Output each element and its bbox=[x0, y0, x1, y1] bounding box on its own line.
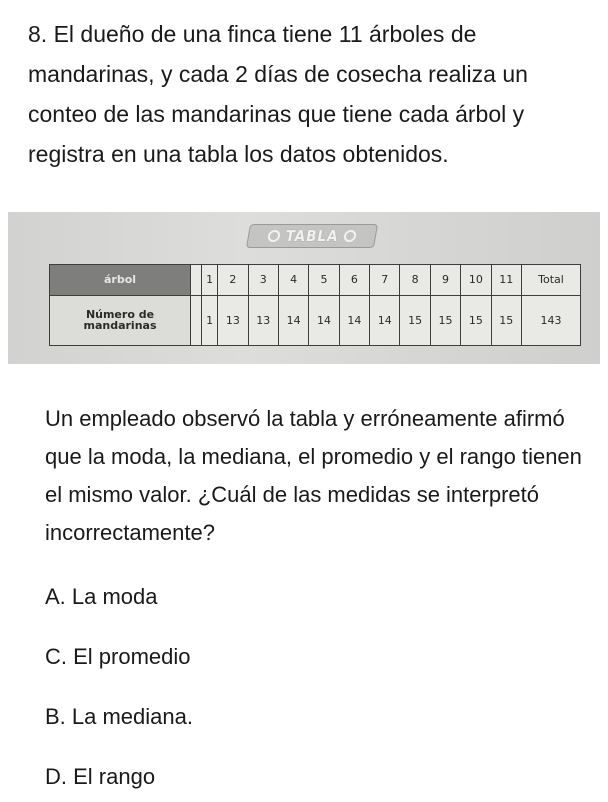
header-mandarin-count: Número de mandarinas bbox=[50, 295, 191, 345]
count-cell: 13 bbox=[218, 295, 248, 345]
option-a[interactable]: A. La moda bbox=[45, 584, 158, 609]
count-cell: 14 bbox=[339, 295, 369, 345]
option-d[interactable]: D. El rango bbox=[45, 764, 156, 789]
table-banner bbox=[246, 224, 378, 248]
table-gap-cell bbox=[191, 295, 202, 345]
tree-cell: 9 bbox=[430, 265, 460, 296]
circle-icon bbox=[343, 230, 357, 242]
count-cell: 14 bbox=[309, 295, 339, 345]
total-header: Total bbox=[522, 265, 581, 296]
problem-statement: 8. El dueño de una finca tiene 11 árboles de mandarinas, y cada 2 días de cosecha realiza un conteo de las mandarinas que tiene cada árbol y registra en una tabla los datos obtenidos. bbox=[28, 21, 528, 167]
tree-cell: 6 bbox=[339, 265, 369, 296]
mandarin-table bbox=[49, 264, 581, 346]
tree-cell: 10 bbox=[461, 265, 491, 296]
tree-cell: 1 bbox=[202, 265, 218, 296]
header-tree: árbol bbox=[50, 265, 191, 296]
tree-cell: 2 bbox=[218, 265, 248, 296]
table-row-trees bbox=[50, 265, 581, 296]
count-cell: 15 bbox=[430, 295, 460, 345]
option-c[interactable]: C. El promedio bbox=[45, 644, 191, 669]
count-cell: 14 bbox=[278, 295, 308, 345]
count-cell: 15 bbox=[491, 295, 521, 345]
tree-cell: 8 bbox=[400, 265, 430, 296]
total-value: 143 bbox=[522, 295, 581, 345]
tree-cell: 3 bbox=[248, 265, 278, 296]
tree-cell: 4 bbox=[278, 265, 308, 296]
question-text: Un empleado observó la tabla y erróneamente afirmó que la moda, la mediana, el promedio y el rango tienen el mismo valor. ¿Cuál de las medidas se interpretó incorrectamente? bbox=[45, 406, 582, 545]
tree-cell: 7 bbox=[370, 265, 400, 296]
circle-icon bbox=[267, 230, 281, 242]
count-cell: 14 bbox=[370, 295, 400, 345]
count-cell: 13 bbox=[248, 295, 278, 345]
table-gap-cell bbox=[191, 265, 202, 296]
option-b[interactable]: B. La mediana. bbox=[45, 704, 193, 729]
count-cell: 1 bbox=[202, 295, 218, 345]
table-row-counts bbox=[50, 295, 581, 345]
count-cell: 15 bbox=[461, 295, 491, 345]
tree-cell: 5 bbox=[309, 265, 339, 296]
tree-cell: 11 bbox=[491, 265, 521, 296]
table-banner-label: TABLA bbox=[284, 227, 340, 245]
count-cell: 15 bbox=[400, 295, 430, 345]
table-photo bbox=[8, 212, 600, 364]
